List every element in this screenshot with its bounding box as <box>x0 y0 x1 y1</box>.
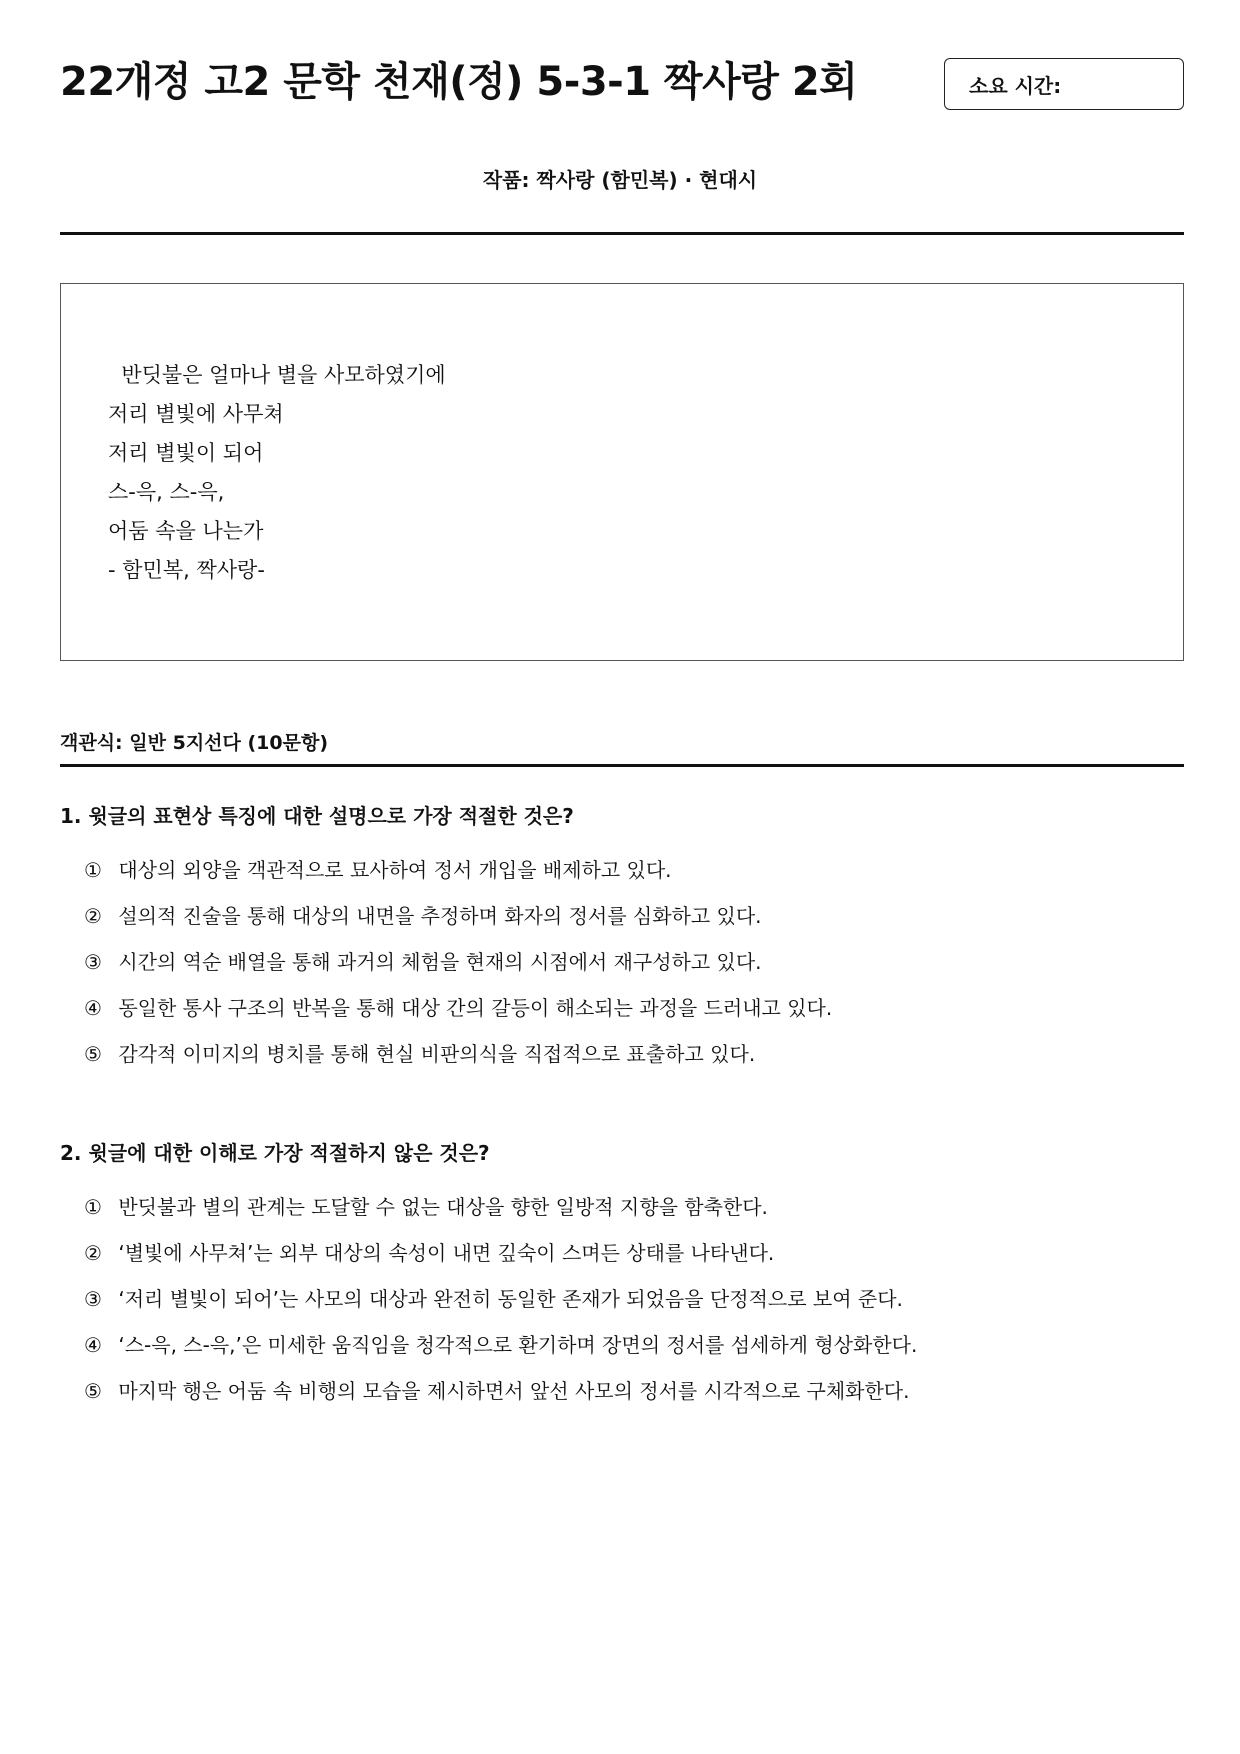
option-text: 시간의 역순 배열을 통해 과거의 체험을 현재의 시점에서 재구성하고 있다. <box>118 950 762 974</box>
poem-line: 반딧불은 얼마나 별을 사모하였기에 <box>108 363 446 387</box>
option-text: 반딧불과 별의 관계는 도달할 수 없는 대상을 향한 일방적 지향을 함축한다. <box>118 1195 768 1219</box>
option-text: 설의적 진술을 통해 대상의 내면을 추정하며 화자의 정서를 심화하고 있다. <box>118 904 762 928</box>
option-text: 대상의 외양을 객관적으로 묘사하여 정서 개입을 배제하고 있다. <box>118 858 672 882</box>
question-stem: 2. 윗글에 대한 이해로 가장 적절하지 않은 것은? <box>60 1141 490 1165</box>
header-divider <box>60 232 1184 235</box>
option-number: ③ <box>84 1287 102 1311</box>
option-number: ① <box>84 1195 102 1219</box>
option-4[interactable] <box>84 985 1184 1031</box>
option-text: ‘저리 별빛이 되어’는 사모의 대상과 완전히 동일한 존재가 되었음을 단정적으로 보여 준다. <box>118 1287 903 1311</box>
option-number: ④ <box>84 1333 102 1357</box>
option-2[interactable] <box>84 893 1184 939</box>
question-1 <box>60 802 1184 1077</box>
question-2 <box>60 1139 1184 1414</box>
option-number: ② <box>84 1241 102 1265</box>
work-info: 작품: 짝사랑 (함민복) · 현대시 <box>482 168 758 192</box>
poem-line: 저리 별빛이 되어 <box>108 441 264 465</box>
option-text: 감각적 이미지의 병치를 통해 현실 비판의식을 직접적으로 표출하고 있다. <box>118 1042 756 1066</box>
option-2[interactable] <box>84 1230 1184 1276</box>
option-number: ⑤ <box>84 1042 102 1066</box>
poem-source: - 함민복, 짝사랑- <box>108 558 265 582</box>
option-number: ① <box>84 858 102 882</box>
poem-line: 어둠 속을 나는가 <box>108 519 264 543</box>
poem-passage <box>108 356 446 590</box>
option-3[interactable] <box>84 939 1184 985</box>
page-title: 22개정 고2 문학 천재(정) 5-3-1 짝사랑 2회 <box>60 59 858 105</box>
option-text: 동일한 통사 구조의 반복을 통해 대상 간의 갈등이 해소되는 과정을 드러내고 있다. <box>118 996 833 1020</box>
option-3[interactable] <box>84 1276 1184 1322</box>
option-list <box>60 847 1184 1077</box>
option-number: ⑤ <box>84 1379 102 1403</box>
option-number: ③ <box>84 950 102 974</box>
option-4[interactable] <box>84 1322 1184 1368</box>
section-divider <box>60 764 1184 767</box>
poem-line: 스-윽, 스-윽, <box>108 480 225 504</box>
option-list <box>60 1184 1184 1414</box>
option-1[interactable] <box>84 1184 1184 1230</box>
option-text: 마지막 행은 어둠 속 비행의 모습을 제시하면서 앞선 사모의 정서를 시각적으로 구체화한다. <box>118 1379 910 1403</box>
option-text: ‘스-윽, 스-윽,’은 미세한 움직임을 청각적으로 환기하며 장면의 정서를 섬세하게 형상화한다. <box>118 1333 918 1357</box>
question-stem: 1. 윗글의 표현상 특징에 대한 설명으로 가장 적절한 것은? <box>60 804 574 828</box>
option-text: ‘별빛에 사무쳐’는 외부 대상의 속성이 내면 깊숙이 스며든 상태를 나타낸다. <box>118 1241 775 1265</box>
elapsed-time-box[interactable] <box>944 58 1184 110</box>
elapsed-time-label: 소요 시간: <box>969 73 1062 98</box>
poem-line: 저리 별빛에 사무쳐 <box>108 402 284 426</box>
option-number: ② <box>84 904 102 928</box>
option-5[interactable] <box>84 1368 1184 1414</box>
option-1[interactable] <box>84 847 1184 893</box>
option-number: ④ <box>84 996 102 1020</box>
section-label: 객관식: 일반 5지선다 (10문항) <box>60 732 329 754</box>
option-5[interactable] <box>84 1031 1184 1077</box>
